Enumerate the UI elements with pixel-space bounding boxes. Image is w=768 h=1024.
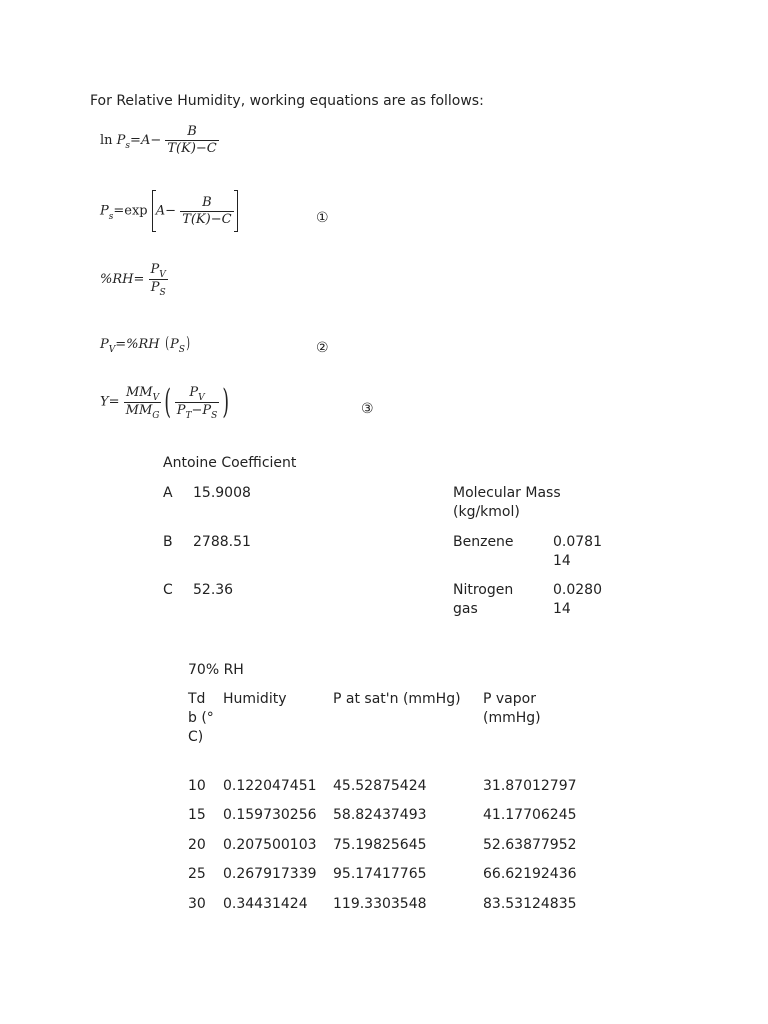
cell-tdb: 20 <box>188 837 206 853</box>
rh-table-title: 70% RH <box>188 662 244 678</box>
eq1-num: B <box>187 124 197 139</box>
header-tdb: Tdb (°C) <box>188 691 214 745</box>
eq5-open-paren: ( <box>164 382 172 422</box>
cell-humidity: 0.267917339 <box>223 866 317 882</box>
eq5-den1-var: MM <box>125 402 153 418</box>
eq1-ln: ln <box>100 133 113 148</box>
antoine-title: Antoine Coefficient <box>163 455 297 471</box>
eq5-fraction-1 <box>124 385 162 420</box>
mm-name-nitrogen: Nitrogen gas <box>453 582 514 617</box>
eq1-eq: =A− <box>130 133 162 148</box>
cell-p-vapor: 41.17706245 <box>483 807 577 823</box>
equation-4 <box>100 333 191 355</box>
header-p-vapor: P vapor (mmHg) <box>483 691 541 726</box>
cell-tdb: 15 <box>188 807 206 823</box>
eq5-den2 <box>175 402 220 420</box>
eq5-den2-minus: − <box>191 402 203 418</box>
cell-p-sat: 119.3303548 <box>333 896 427 912</box>
eq5-den2b-var: P <box>202 402 212 418</box>
eq2-exp: =exp <box>113 203 148 219</box>
eq5-marker: ③ <box>361 401 374 417</box>
eq4-lhs-sub: V <box>108 345 116 355</box>
cell-tdb: 10 <box>188 778 206 794</box>
eq3-num <box>149 262 168 279</box>
eq4-marker: ② <box>316 340 329 356</box>
antoine-value-b: 2788.51 <box>193 534 251 550</box>
eq2-right-bracket <box>234 190 238 232</box>
equation-5 <box>100 382 233 422</box>
eq2-lhs-var: P <box>100 203 109 219</box>
cell-p-sat: 75.19825645 <box>333 837 427 853</box>
cell-humidity: 0.34431424 <box>223 896 308 912</box>
mm-value-nitrogen: 0.028014 <box>553 582 602 617</box>
cell-p-vapor: 31.87012797 <box>483 778 577 794</box>
eq3-num-sub: V <box>159 270 166 280</box>
antoine-value-a: 15.9008 <box>193 485 251 501</box>
eq5-num1 <box>124 385 162 402</box>
eq5-den2a-sub: T <box>185 410 192 421</box>
cell-humidity: 0.159730256 <box>223 807 317 823</box>
eq1-den: T(K)−C <box>167 141 217 156</box>
eq5-fraction-2 <box>175 385 220 420</box>
cell-p-sat: 95.17417765 <box>333 866 427 882</box>
eq5-num2-sub: V <box>198 392 205 403</box>
antoine-label-c: C <box>163 582 173 598</box>
intro-text: For Relative Humidity, working equations are as follows: <box>90 93 484 109</box>
eq1-lhs-sub: s <box>125 141 131 151</box>
eq4-arg-sub: S <box>178 345 185 355</box>
eq1-lhs-var: P <box>116 133 126 148</box>
cell-tdb: 30 <box>188 896 206 912</box>
eq5-eq: = <box>108 394 120 410</box>
eq3-num-var: P <box>150 262 160 277</box>
eq5-den2a-var: P <box>176 402 186 418</box>
eq5-num1-sub: V <box>152 392 160 403</box>
eq4-eq: =%RH <box>115 337 160 352</box>
eq5-close-paren: ) <box>222 382 230 422</box>
eq5-num1-var: MM <box>125 384 153 400</box>
eq2-lhs-sub: s <box>108 211 114 222</box>
eq5-num2-var: P <box>189 384 199 400</box>
cell-p-vapor: 52.63877952 <box>483 837 577 853</box>
eq3-lhs: %RH <box>100 272 134 287</box>
eq1-fraction <box>165 124 218 157</box>
equation-2 <box>100 190 238 232</box>
eq4-arg-var: P <box>170 337 179 352</box>
eq3-den-sub: S <box>159 288 166 298</box>
eq4-lhs-var: P <box>100 337 109 352</box>
header-p-sat: P at sat'n (mmHg) <box>333 691 461 707</box>
eq3-fraction <box>149 262 168 297</box>
eq5-num2 <box>175 385 220 402</box>
equation-3 <box>100 262 168 297</box>
header-humidity: Humidity <box>223 691 287 707</box>
eq3-den-var: P <box>150 280 160 295</box>
eq5-den1-sub: G <box>152 410 160 421</box>
eq3-eq: = <box>133 272 145 287</box>
cell-p-vapor: 83.53124835 <box>483 896 577 912</box>
antoine-label-a: A <box>163 485 173 501</box>
eq2-num: B <box>202 194 212 210</box>
cell-tdb: 25 <box>188 866 206 882</box>
molecular-mass-title: Molecular Mass (kg/kmol) <box>453 485 561 520</box>
eq2-inner: A− <box>155 203 177 219</box>
cell-p-sat: 45.52875424 <box>333 778 427 794</box>
cell-p-vapor: 66.62192436 <box>483 866 577 882</box>
mm-name-benzene: Benzene <box>453 534 514 550</box>
eq3-den <box>149 279 168 297</box>
cell-p-sat: 58.82437493 <box>333 807 427 823</box>
antoine-label-b: B <box>163 534 173 550</box>
cell-humidity: 0.122047451 <box>223 778 317 794</box>
eq5-den2b-sub: S <box>211 410 218 421</box>
antoine-value-c: 52.36 <box>193 582 234 598</box>
eq5-den1 <box>124 402 162 420</box>
mm-value-benzene: 0.078114 <box>553 534 602 569</box>
equation-1 <box>100 124 219 157</box>
eq4-close-paren: ) <box>186 333 190 352</box>
cell-humidity: 0.207500103 <box>223 837 317 853</box>
eq5-lhs: Y <box>100 394 109 410</box>
eq2-marker: ① <box>316 210 329 226</box>
eq2-den: T(K)−C <box>182 211 232 227</box>
eq4-open-paren: ( <box>165 333 169 352</box>
eq2-fraction <box>180 195 233 228</box>
